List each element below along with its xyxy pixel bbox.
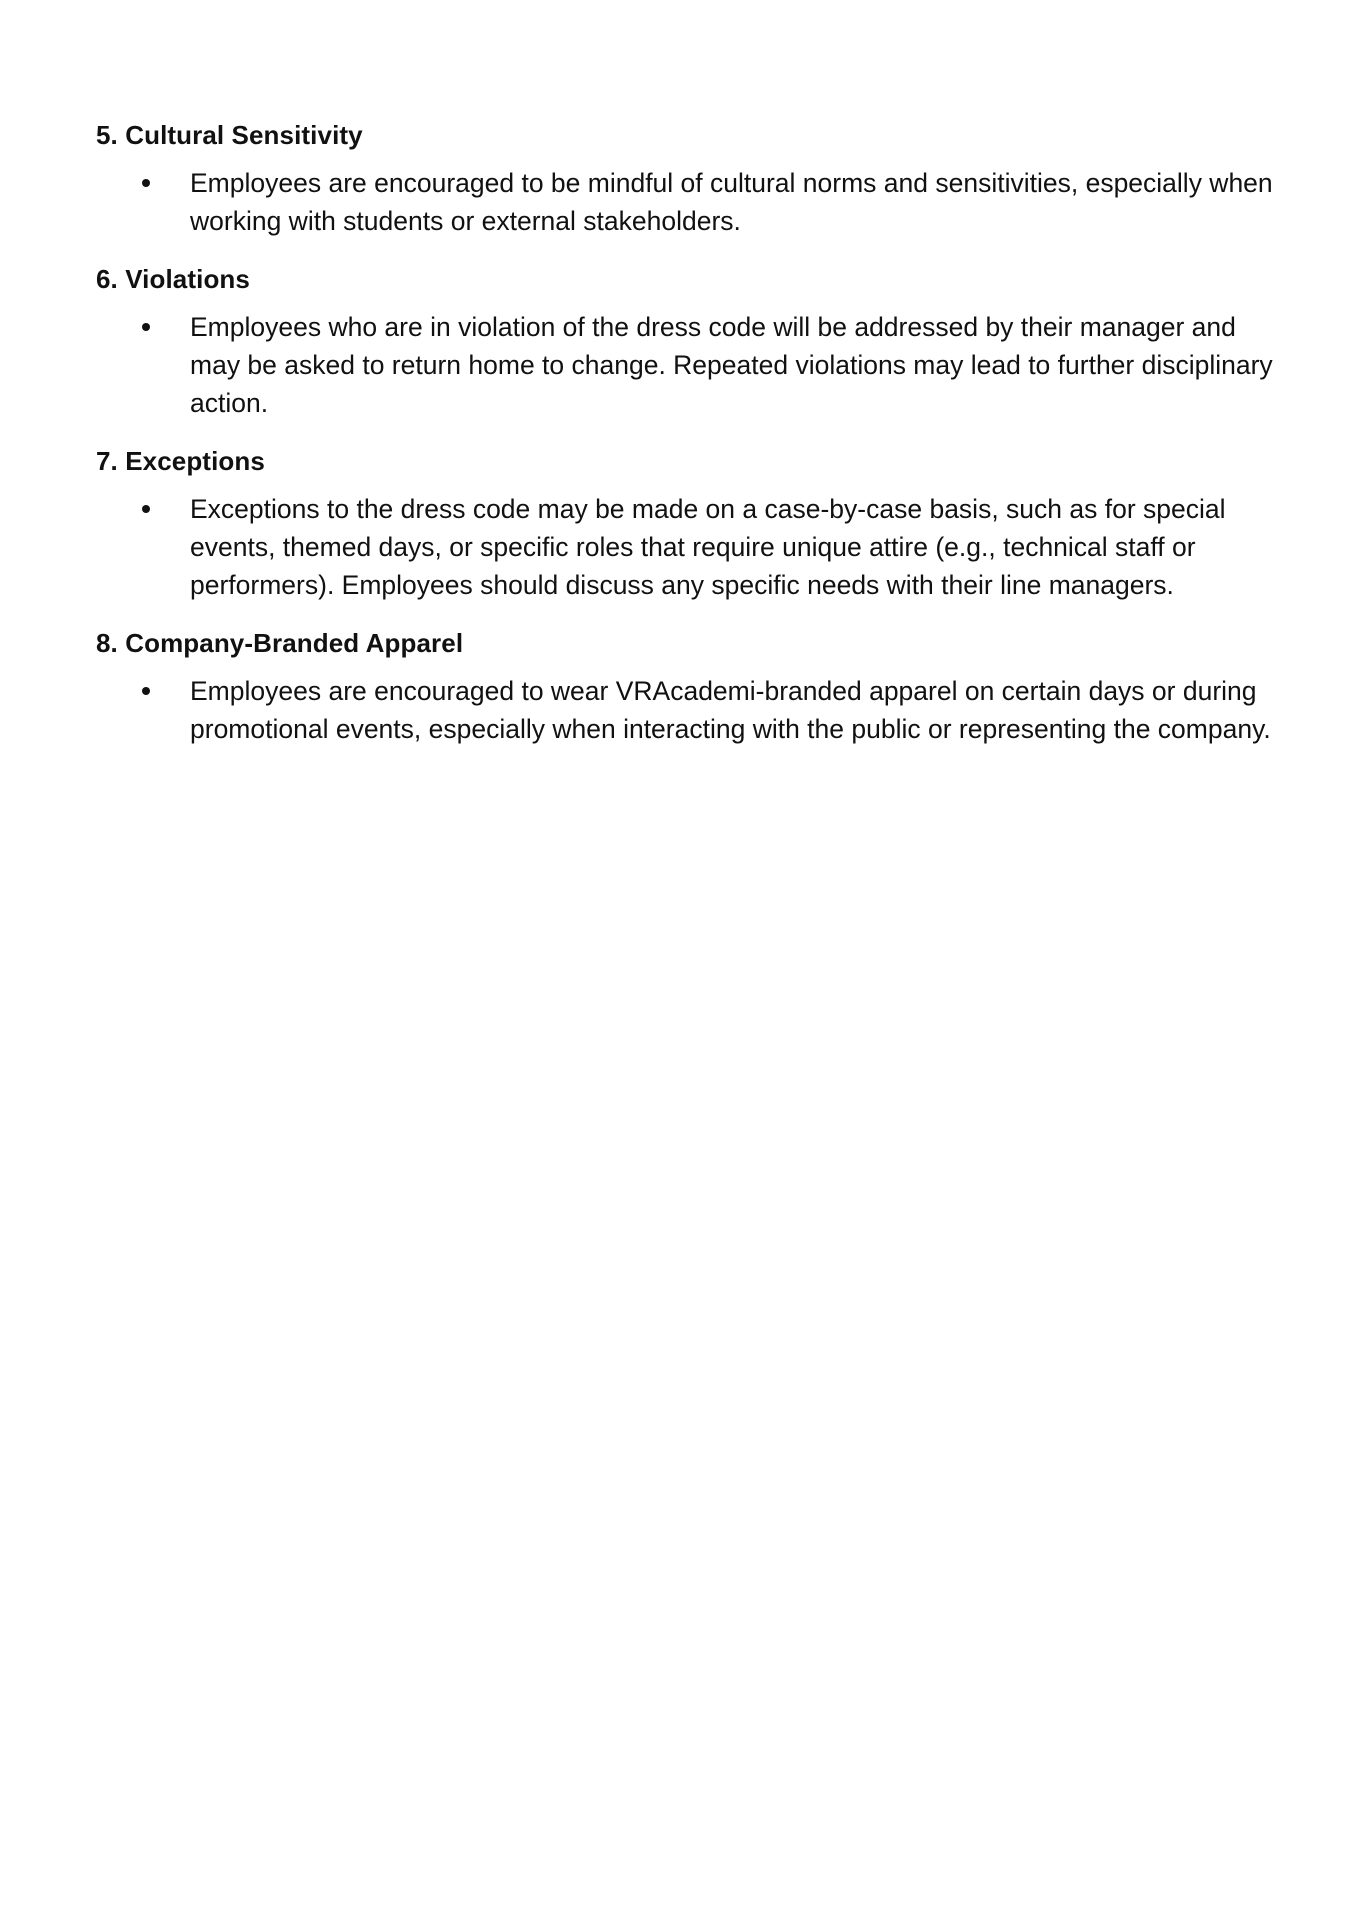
bullet-icon xyxy=(142,179,150,187)
bullet-list xyxy=(96,164,1276,240)
section-exceptions xyxy=(96,442,1276,604)
bullet-text: Employees are encouraged to wear VRAcademi-branded apparel on certain days or during promotional events, especially when interacting with the public or representing the company. xyxy=(190,676,1271,744)
section-violations xyxy=(96,260,1276,422)
section-heading: 5. Cultural Sensitivity xyxy=(96,120,363,150)
document-content xyxy=(96,116,1276,768)
section-heading: 8. Company-Branded Apparel xyxy=(96,628,464,658)
bullet-icon xyxy=(142,687,150,695)
list-item xyxy=(96,490,1280,604)
list-item xyxy=(96,308,1280,422)
bullet-list xyxy=(96,672,1276,748)
bullet-text: Employees are encouraged to be mindful of cultural norms and sensitivities, especially when working with students or external stakeholders. xyxy=(190,168,1273,236)
section-heading: 6. Violations xyxy=(96,264,250,294)
bullet-icon xyxy=(142,505,150,513)
bullet-list xyxy=(96,308,1276,422)
bullet-text: Employees who are in violation of the dress code will be addressed by their manager and may be asked to return home to change. Repeated violations may lead to further disciplinary action. xyxy=(190,312,1273,418)
section-company-branded-apparel xyxy=(96,624,1276,748)
list-item xyxy=(96,672,1280,748)
section-heading: 7. Exceptions xyxy=(96,446,265,476)
list-item xyxy=(96,164,1280,240)
bullet-icon xyxy=(142,323,150,331)
bullet-list xyxy=(96,490,1276,604)
bullet-text: Exceptions to the dress code may be made on a case-by-case basis, such as for special events, themed days, or specific roles that require unique attire (e.g., technical staff or performers). Employees should discuss any specific needs with their line managers. xyxy=(190,494,1226,600)
section-cultural-sensitivity xyxy=(96,116,1276,240)
